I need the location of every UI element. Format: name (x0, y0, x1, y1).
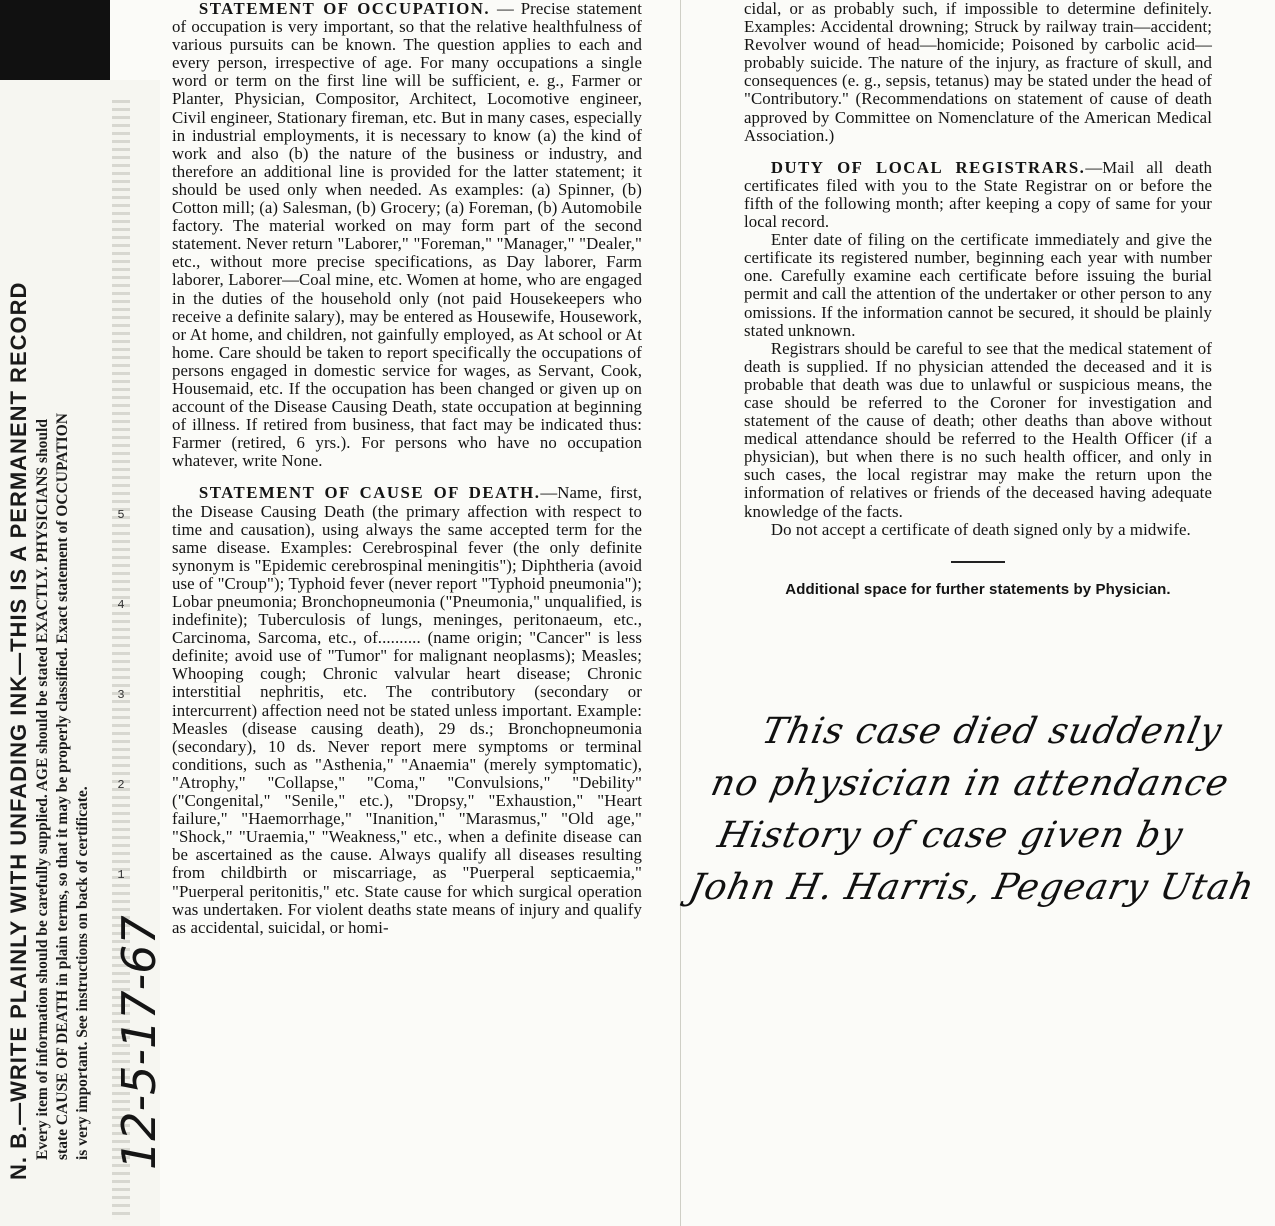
margin-instruction-3: is very important. See instructions on back of certificate. (74, 786, 91, 1160)
scan-black-corner (0, 0, 110, 80)
ruler-number: 5 (117, 508, 125, 522)
handwritten-line-3: History of case given by (714, 815, 1187, 856)
handwritten-line-4: John H. Harris, Pegeary Utah (685, 867, 1259, 908)
physician-handwritten-statement (684, 706, 1275, 914)
cause-section (172, 484, 642, 936)
left-column (172, 0, 642, 937)
margin-instruction-2: state CAUSE OF DEATH in plain terms, so that it may be properly classified. Exact statement of OCCUPATION (54, 413, 71, 1160)
ruler-number: 4 (117, 598, 125, 612)
occupation-heading: STATEMENT OF OCCUPATION. (198, 0, 491, 18)
margin-instruction-1: Every item of information should be carefully supplied. AGE should be stated EXACTLY. PHYSICIANS should (34, 419, 51, 1160)
ruler-number: 2 (117, 778, 125, 792)
ruler-number: 1 (117, 868, 125, 882)
duty-text: —Mail all death certificates filed with you to the State Registrar on or before the fifth of the following month; after keeping a copy of same for your local record. (744, 157, 1212, 232)
handwritten-line-2: no physician in attendance (707, 763, 1233, 804)
ruler-numbers (114, 470, 128, 920)
cause-continued: cidal, or as probably such, if impossible to determine definitely. Examples: Accidental drowning; Struck by railway train—accident; Revolver wound of head—homicide; Poisoned by carbolic acid—probably suicide. The nature of the injury, as fracture of skull, and consequences (e. g., sepsis, tetanus) may be stated under the head of "Contributory." (Recommendations on statement of cause of death approved by Committee on Nomenclature of the American Medical Association.) (744, 0, 1212, 145)
occupation-text: — Precise statement of occupation is very important, so that the relative healthfulness of various pursuits can be known. The question applies to each and every person, irrespective of age. For many occupations a single word or term on the first line will be sufficient, e. g., Farmer or Planter, Physician, Compositor, Architect, Locomotive engineer, Civil engineer, Stationary fireman, etc. But in many cases, especially in industrial employments, it is necessary to know (a) the kind of work and also (b) the nature of the business or industry, and therefore an additional line is provided for the latter statement; it should be used only when needed. As examples: (a) Spinner, (b) Cotton mill; (a) Salesman, (b) Grocery; (a) Foreman, (b) Automobile factory. The material worked on may form part of the second statement. Never return "Laborer," "Foreman," "Manager," "Dealer," etc., without more precise specifications, as Day laborer, Farm laborer, Laborer—Coal mine, etc. Women at home, who are engaged in the duties of the household only (not paid Housekeepers who receive a definite salary), may be entered as Housewife, Housework, or At home, and children, not gainfully employed, as At school or At home. Care should be taken to report specifically the occupations of persons engaged in domestic service for wages, as Servant, Cook, Housemaid, etc. If the occupation has been changed or given up on account of the Disease Causing Death, state occupation at beginning of illness. If retired from business, that fact may be indicated thus: Farmer (retired, 6 yrs.). For persons who have no occupation whatever, write None. (172, 0, 642, 471)
additional-space-label: Additional space for further statements by Physician. (785, 580, 1171, 598)
duty-paragraph-2: Enter date of filing on the certificate immediately and give the certificate its registered number, beginning each year with number one. Carefully examine each certificate before issuing the burial permit and call the attention of the undertaker or other person to any omissions. If the information cannot be secured, it should be plainly stated unknown. (744, 230, 1212, 340)
ruler-number: 3 (117, 688, 125, 702)
cause-text: —Name, first, the Disease Causing Death (the primary affection with respect to time and causation), using always the same accepted term for the same disease. Examples: Cerebrospinal fever (the only definite synonym is "Epidemic cerebrospinal meningitis"); Diphtheria (avoid use of "Croup"); Typhoid fever (never report "Typhoid pneumonia"); Lobar pneumonia; Bronchopneumonia ("Pneumonia," unqualified, is indefinite); Tuberculosis of lungs, meninges, peritonaeum, etc., Carcinoma, Sarcoma, etc., of.......... (name origin; "Cancer" is less definite; avoid use of "Tumor" for malignant neoplasms); Measles; Whooping cough; Chronic valvular heart disease; Chronic interstitial nephritis, etc. The contributory (secondary or intercurrent) affection need not be stated unless important. Example: Measles (disease causing death), 29 ds.; Bronchopneumonia (secondary), 10 ds. Never report mere symptoms or terminal conditions, such as "Asthenia," "Anaemia" (merely symptomatic), "Atrophy," "Collapse," "Coma," "Convulsions," "Debility" ("Congenital," "Senile," etc.), "Dropsy," "Exhaustion," "Heart failure," "Haemorrhage," "Inanition," "Marasmus," "Old age," "Shock," "Uraemia," "Weakness," etc., when a definite disease can be ascertained as the cause. Always qualify all diseases resulting from childbirth or miscarriage, as "Puerperal septicaemia," "Puerperal peritonitis," etc. State cause for which surgical operation was undertaken. For violent deaths state means of injury and qualify as accidental, suicidal, or homi- (172, 483, 642, 937)
occupation-section (172, 0, 642, 470)
duty-paragraph-4: Do not accept a certificate of death signed only by a midwife. (770, 519, 1191, 539)
duty-section (744, 159, 1212, 231)
duty-heading: DUTY OF LOCAL REGISTRARS. (770, 157, 1086, 177)
divider-rule (951, 561, 1005, 563)
handwritten-date: 12-5-17-67 (112, 915, 166, 1170)
right-column (744, 0, 1212, 599)
cause-heading: STATEMENT OF CAUSE OF DEATH. (198, 483, 541, 503)
margin-warning-ink: N. B.—WRITE PLAINLY WITH UNFADING INK—THIS IS A PERMANENT RECORD (6, 281, 31, 1180)
handwritten-line-1: This case died suddenly (758, 711, 1226, 752)
duty-paragraph-3: Registrars should be careful to see that the medical statement of death is supplied. If no physician attended the deceased and it is probable that death was due to unlawful or suspicious means, the case should be referred to the Coroner for investigation and statement of the cause of death; other deaths than above without medical attendance should be referred to the Health Officer (if a physician), but when there is no such health officer, and only in such cases, the local registrar may make the return upon the information of relatives or friends of the deceased having adequate knowledge of the facts. (744, 338, 1212, 521)
page-fold-line (680, 0, 681, 1226)
